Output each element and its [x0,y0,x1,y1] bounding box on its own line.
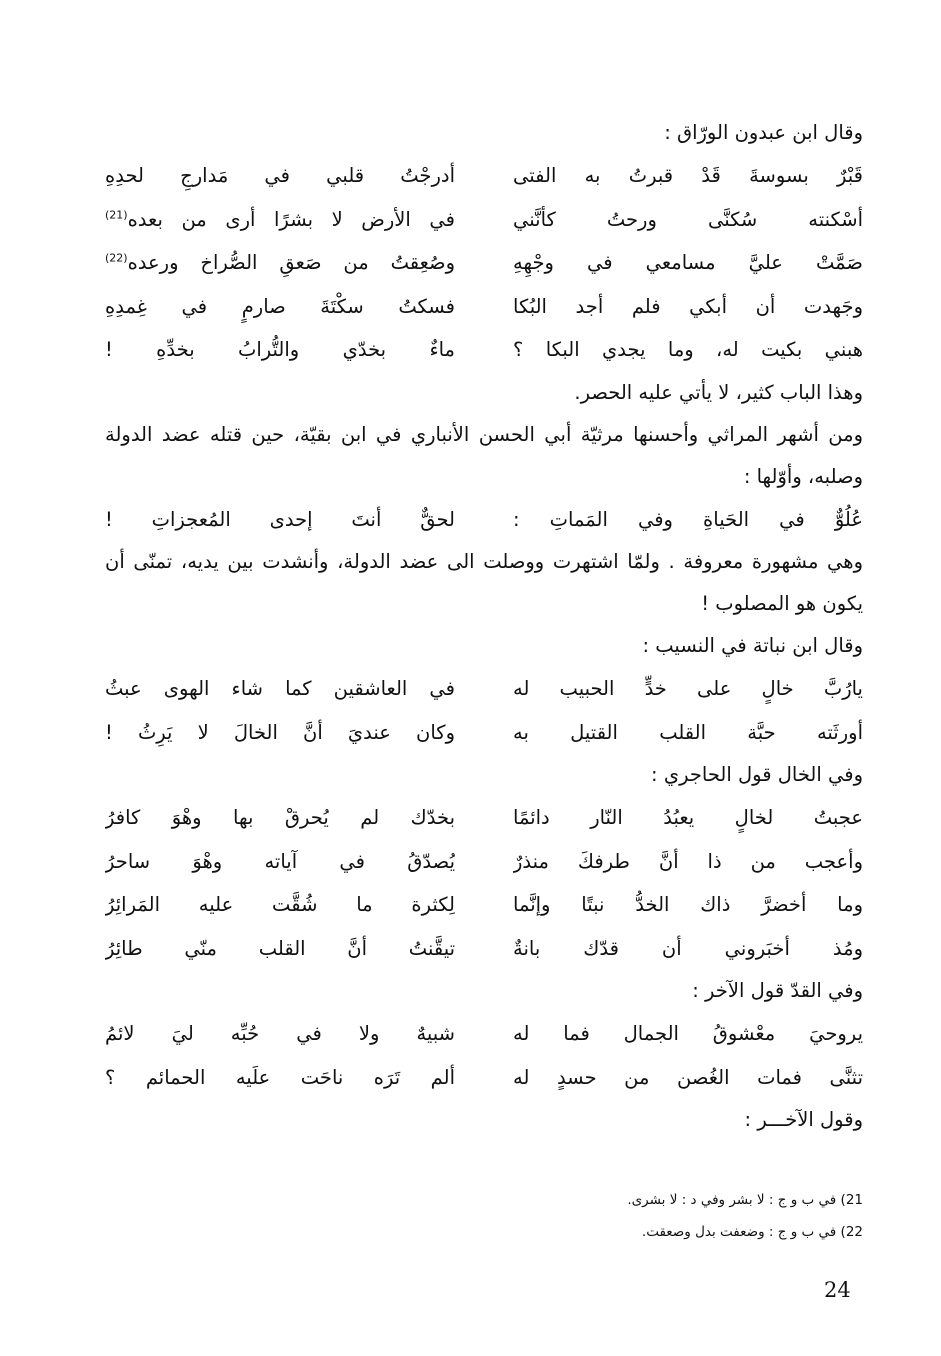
verse-line [105,154,863,198]
verse-line [105,796,863,840]
hemistich-first: تثنَّى فمات الغُصن من حسدٍ له [513,1065,863,1089]
hemistich-first: وأعجب من ذا أنَّ طرفكَ منذرٌ [513,849,863,873]
poem-hajiri [105,796,863,970]
hemistich-second: ألم تَرَه ناحَت علَيه الحمائم ؟ [105,1065,455,1089]
hemistich-first: صَمَّتْ عليَّ مسامعي في وجْهِهِ [513,251,863,274]
hemistich-first: أورثَته حبَّة القلب القتيل به [513,720,863,744]
poem-warraq [105,154,863,372]
page-number: 24 [824,1278,851,1302]
verse-line [105,840,863,884]
hemistich-first: وما أخضرَّ ذاك الخدُّ نبتًا وإنَّما [513,893,863,916]
intro-warraq: وقال ابن عبدون الورّاق : [664,121,863,144]
verse-line [105,667,863,711]
hemistich-second [105,198,455,242]
verse-line [105,927,863,971]
hemistich-second: في العاشقين كما شاء الهوى عبثُ [105,677,455,700]
page-body [105,112,863,1248]
hemistich-first: يروحيَ معْشوقُ الجمال فما له [513,1022,863,1045]
footnotes [105,1184,863,1248]
footnote-ref: (22) [105,251,128,265]
hemistich-first: يارُبَّ خالٍ على خدٍّ الحبيب له [513,677,863,700]
hemistich-second: شبيهٌ ولا في حُبِّه ليَ لائمُ [105,1022,455,1045]
hemistich-second: لحقٌّ أنتَ إحدى المُعجزاتِ ! [105,507,455,531]
verse-line [105,883,863,927]
hemistich-first: أسْكنته سُكنَّى ورحتُ كأنَّني [513,207,863,231]
hemistich-second: لِكثرة ما شُقَّت عليه المَرائِرُ [105,893,455,916]
hemistich-first: ومُذ أخبَروني أن قدّك بانةٌ [513,936,863,960]
hemistich-second: أدرجْتُ قلبي في مَدارجِ لحدِهِ [105,164,455,187]
hemistich-second [105,241,455,285]
verse-line [105,328,863,372]
verse-line [105,241,863,285]
verse-line [105,198,863,242]
paragraph-anbari: ومن أشهر المراثي وأحسنها مرثيّة أبي الحسن الأنباري في ابن بقيّة، حين قتله عضد الدولة وصلبه، وأوّلها : [105,422,863,488]
hemistich-second: ماءٌ بخدّي والتُّرابُ بخدِّهِ ! [105,338,455,361]
hemistich-second: بخدّك لم يُحرقْ بها وهْوَ كافرُ [105,806,455,829]
intro-qadd: وفي القدّ قول الآخر : [692,979,863,1002]
hemistich-second: فسكتُ سكْتَةَ صارمٍ في غِمدِهِ [105,294,455,318]
hemistich-text: في الأرض لا بشرًا أرى من بعده [127,207,455,231]
hemistich-first: هبني بكيت له، وما يجدي البكا ؟ [513,338,863,361]
verse-line [105,285,863,329]
hemistich-first: قَبْرٌ بسوسةَ قَدْ قبرتُ به الفتى [513,164,863,187]
footnote-21: 21) في ب و ج : لا بشر وفي د : لا بشرى. [627,1192,863,1208]
hemistich-second: تيقَّنتُ أنَّ القلب منّي طائِرُ [105,936,455,960]
hemistich-first: عجبتُ لخالٍ يعبُدُ النّار دائمًا [513,806,863,829]
hemistich-text: وصُعِقتُ من صَعقِ الصُّراخ ورعده [127,251,455,274]
hemistich-second: يُصدّقُ في آياته وهْوَ ساحرُ [105,849,455,873]
poem-nubata [105,667,863,754]
poem-qadd [105,1012,863,1099]
verse-line [105,1012,863,1056]
paragraph-many: وهذا الباب كثير، لا يأتي عليه الحصر. [574,380,863,404]
footnote-22: 22) في ب و ج : وضعفت بدل وصعقت. [641,1224,863,1240]
intro-hajiri: وفي الخال قول الحاجري : [651,763,863,786]
hemistich-first: عُلُوٌّ في الحَياةِ وفي المَماتِ : [513,507,863,531]
paragraph-famous: وهي مشهورة معروفة . ولمّا اشتهرت ووصلت الى عضد الدولة، وأنشدت بين يديه، تمنّى أن يكون هو المصلوب ! [105,550,863,615]
footnote-ref: (21) [105,208,128,221]
hemistich-second: وكان عنديَ أنَّ الخالَ لا يَرِثُ ! [105,720,455,744]
verse-line [105,1056,863,1100]
intro-akhar: وقول الآخـــر : [744,1108,863,1131]
verse-ulu [105,498,863,542]
verse-line [105,711,863,755]
footnote-separator [105,1169,863,1170]
intro-nubata: وقال ابن نباتة في النسيب : [642,634,863,657]
hemistich-first: وجَهدت أن أبكي فلم أجد البُكا [513,294,863,318]
